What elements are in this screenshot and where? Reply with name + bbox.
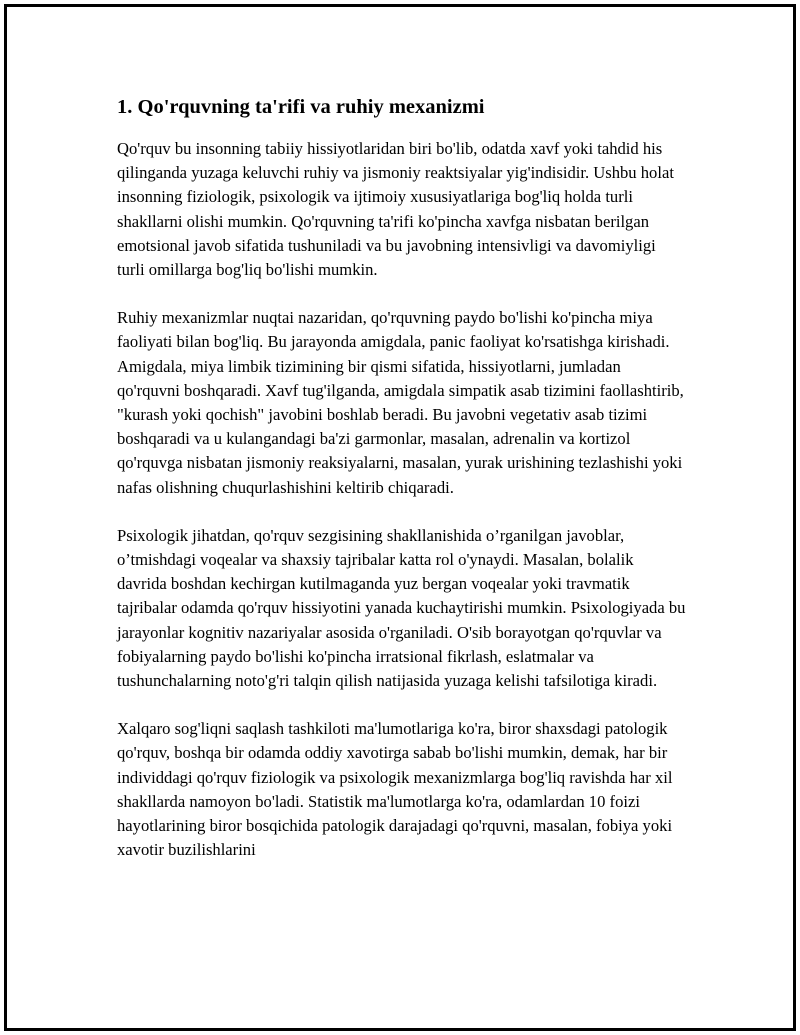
section-heading: 1. Qo'rquvning ta'rifi va ruhiy mexanizmi — [117, 96, 485, 118]
paragraph-1: Qo'rquv bu insonning tabiiy hissiyotlaridan biri bo'lib, odatda xavf yoki tahdid his qilinganda yuzaga keluvchi ruhiy va jismoniy reaktsiyalar yig'indisidir. Ushbu holat insonning fiziologik, psixologik va ijtimoiy xususiyatlariga bog'liq holda turli shakllarni olishi mumkin. Qo'rquvning ta'rifi ko'pincha xavfga nisbatan berilgan emotsional javob sifatida tushuniladi va bu javobning intensivligi va davomiyligi turli omillarga bog'liq bo'lishi mumkin. — [117, 139, 674, 280]
paragraph-2: Ruhiy mexanizmlar nuqtai nazaridan, qo'rquvning paydo bo'lishi ko'pincha miya faoliyati bilan bog'liq. Bu jarayonda amigdala, panic faoliyat ko'rsatishga kirishadi. Amigdala, miya limbik tizimining bir qismi sifatida, hissiyotlarni, jumladan qo'rquvni boshqaradi. Xavf tug'ilganda, amigdala simpatik asab tizimini faollashtirib, "kurash yoki qochish" javobini boshlab beradi. Bu javobni vegetativ asab tizimi boshqaradi va u kulangandagi ba'zi garmonlar, masalan, adrenalin va kortizol qo'rquvga nisbatan jismoniy reaksiyalarni, masalan, yurak urishining tezlashishi yoki nafas olishning chuqurlashishini keltirib chiqaradi. — [117, 308, 684, 497]
paragraph-4: Xalqaro sog'liqni saqlash tashkiloti ma'lumotlariga ko'ra, biror shaxsdagi patologik qo'rquv, boshqa bir odamda oddiy xavotirga sabab bo'lishi mumkin, demak, har bir individdagi qo'rquv fiziologik va psixologik mexanizmlarga bog'liq ravishda har xil shakllarda namoyon bo'ladi. Statistik ma'lumotlarga ko'ra, odamlardan 10 foizi hayotlarining biror bosqichida patologik darajadagi qo'rquvni, masalan, fobiya yoki xavotir buzilishlarini — [117, 719, 673, 860]
document-body — [117, 94, 687, 886]
paragraph-3: Psixologik jihatdan, qo'rquv sezgisining shakllanishida o’rganilgan javoblar, o’tmishdagi voqealar va shaxsiy tajribalar katta rol o'ynaydi. Masalan, bolalik davrida boshdan kechirgan kutilmaganda yuz bergan voqealar yoki travmatik tajribalar odamda qo'rquv hissiyotini yanada kuchaytirishi mumkin. Psixologiyada bu jarayonlar kognitiv nazariyalar asosida o'rganiladi. O'sib borayotgan qo'rquvlar va fobiyalarning paydo bo'lishi ko'pincha irratsional fikrlash, eslatmalar va tushunchalarning noto'g'ri talqin qilish natijasida yuzaga kelishi tafsilotiga kiradi. — [117, 525, 686, 691]
